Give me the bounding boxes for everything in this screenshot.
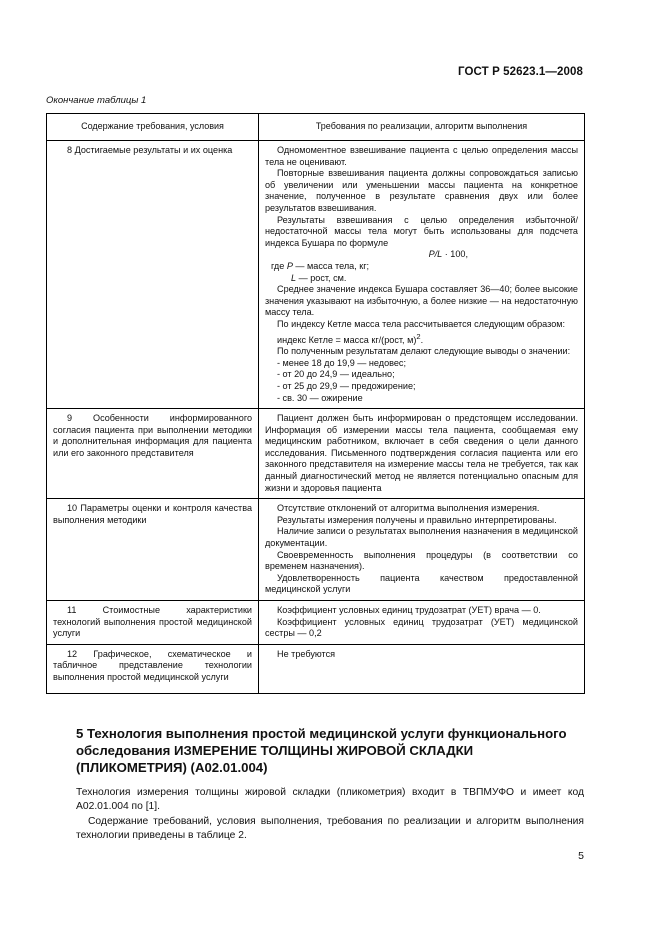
where-l-var: L bbox=[291, 272, 297, 283]
row11-label-cell bbox=[47, 601, 259, 645]
row8-p5: По индексу Кетле масса тела рассчитывается следующим образом: bbox=[277, 318, 566, 329]
table-row bbox=[47, 601, 585, 645]
row11-p1: Коэффициент условных единиц трудозатрат (УЕТ) врача — 0. bbox=[277, 605, 541, 615]
bushar-formula bbox=[265, 249, 578, 261]
row9-text: Пациент должен быть информирован о предстоящем исследовании. Информация об измерении массы тела пациента, сообщаемая ему медицинским работником, включает в себя сведения о цели данного исследования. Письменного подтверждения согласия пациента или его законного представителя на измерение массы тела не требуется, так как данный диагностический метод не является потенциально опасным для жизни и здоровья пациента bbox=[265, 413, 578, 493]
row10-label: 10 Параметры оценки и контроля качества выполнения методики bbox=[53, 503, 252, 525]
row10-p2: Результаты измерения получены и правильно интерпретированы. bbox=[277, 514, 557, 525]
row9-label-cell bbox=[47, 409, 259, 499]
ketle-sup: 2 bbox=[416, 331, 421, 341]
list-item: - св. 30 — ожирение bbox=[277, 392, 363, 403]
table-caption: Окончание таблицы 1 bbox=[46, 95, 147, 106]
row9-label: 9 Особенности информированного согласия пациента при выполнении методики и дополнительная информация для пациента или его законного представителя bbox=[53, 413, 252, 458]
formula-var: P/L bbox=[428, 249, 443, 260]
row8-p4: Среднее значение индекса Бушара составляет 36—40; более высокие значения указывают на избыточную, а более низкие — на недостаточную массу тела. bbox=[265, 284, 578, 318]
row12-content-cell bbox=[259, 644, 585, 693]
row8-label: 8 Достигаемые результаты и их оценка bbox=[67, 145, 233, 155]
table-row bbox=[47, 141, 585, 409]
row9-content-cell bbox=[259, 409, 585, 499]
row10-p5: Удовлетворенность пациента качеством предоставленной медицинской услуги bbox=[265, 572, 578, 595]
col-header-algorithm: Требования по реализации, алгоритм выполнения bbox=[259, 114, 585, 141]
row8-p6: По полученным результатам делают следующие выводы о значении: bbox=[277, 346, 571, 357]
standard-code: ГОСТ Р 52623.1—2008 bbox=[458, 66, 583, 78]
ketle-formula-text: индекс Кетле = масса кг/(рост, м) bbox=[277, 334, 417, 345]
list-item: - от 20 до 24,9 — идеально; bbox=[277, 369, 395, 380]
table-row bbox=[47, 499, 585, 601]
col-header-requirement: Содержание требования, условия bbox=[47, 114, 259, 141]
requirements-table bbox=[46, 113, 585, 694]
row11-content-cell bbox=[259, 601, 585, 645]
section-title: 5 Технология выполнения простой медицинской услуги функционального обследования ИЗМЕРЕНИЕ ТОЛЩИНЫ ЖИРОВОЙ СКЛАДКИ (ПЛИКОМЕТРИЯ) (А02.01.004) bbox=[76, 726, 567, 775]
row10-label-cell bbox=[47, 499, 259, 601]
ketle-end: . bbox=[420, 334, 424, 345]
row11-label: 11 Стоимостные характеристики технологий выполнения простой медицинской услуги bbox=[53, 605, 252, 639]
table-header-row bbox=[47, 114, 585, 141]
list-item: - от 25 до 29,9 — предожирение; bbox=[277, 380, 416, 391]
row8-p2: Повторные взвешивания пациента должны сопровождаться записью об увеличении или уменьшении массы пациента на конкретное значение, полученное в результате сравнения двух или более результатов взвешивания. bbox=[265, 168, 578, 213]
list-item: - менее 18 до 19,9 — недовес; bbox=[277, 357, 407, 368]
page-number: 5 bbox=[578, 850, 584, 862]
section-paragraph-2: Содержание требований, условия выполнения, требования по реализации и алгоритм выполнения технологии приведены в таблице 2. bbox=[76, 816, 584, 841]
row10-p1: Отсутствие отклонений от алгоритма выполнения измерения. bbox=[277, 503, 540, 514]
row10-p3: Наличие записи о результатах выполнения назначения в медицинской документации. bbox=[265, 526, 578, 549]
formula-rest: · 100, bbox=[442, 249, 468, 260]
table-row bbox=[47, 644, 585, 693]
table-row bbox=[47, 409, 585, 499]
ketle-formula bbox=[265, 331, 578, 347]
where-p-line bbox=[265, 261, 578, 273]
row8-label-cell bbox=[47, 141, 259, 409]
row12-text: Не требуются bbox=[277, 648, 336, 659]
where-l-line bbox=[265, 273, 578, 285]
where-p-var: P bbox=[286, 260, 293, 271]
row8-p3: Результаты взвешивания с целью определения избыточной/недостаточной массы тела могут быть использованы для подсчета индекса Бушара по формуле bbox=[265, 214, 578, 248]
row10-content-cell bbox=[259, 499, 585, 601]
where-p-text: — масса тела, кг; bbox=[292, 260, 370, 271]
row11-p2: Коэффициент условных единиц трудозатрат (УЕТ) медицинской сестры — 0,2 bbox=[265, 616, 578, 639]
where-prefix: где bbox=[271, 260, 287, 271]
row10-p4: Своевременность выполнения процедуры (в соответствии со временем назначения). bbox=[265, 549, 578, 572]
where-l-text: — рост, см. bbox=[296, 272, 347, 283]
row8-content-cell bbox=[259, 141, 585, 409]
row12-label-cell bbox=[47, 644, 259, 693]
row12-label: 12 Графическое, схематическое и табличное представление технологии выполнения простой медицинской услуги bbox=[53, 648, 252, 682]
section-paragraph-1: Технология измерения толщины жировой складки (пликометрия) входит в ТВПМУФО и имеет код А02.01.004 по [1]. bbox=[76, 787, 584, 812]
row8-p1: Одномоментное взвешивание пациента с целью определения массы тела не оценивают. bbox=[265, 145, 578, 167]
